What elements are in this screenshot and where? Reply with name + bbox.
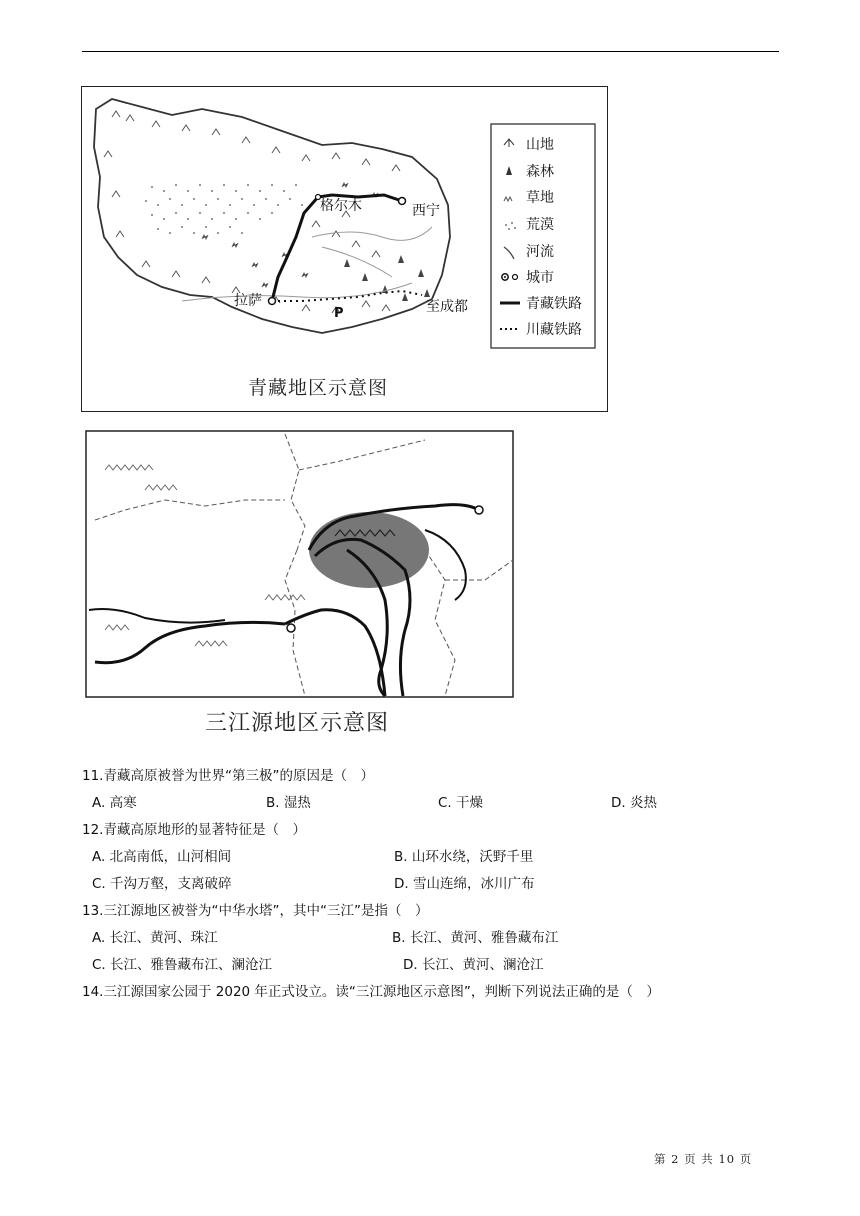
legend-label: 山地 xyxy=(526,137,554,153)
option-d: D. 长江、黄河、澜沧江 xyxy=(403,957,544,973)
map-frame xyxy=(86,431,513,697)
river-mouth-marker xyxy=(475,506,483,514)
option-c: C. 长江、雅鲁藏布江、澜沧江 xyxy=(92,957,273,973)
option-d: D. 雪山连绵，冰川广布 xyxy=(394,876,535,892)
question-13: 13.三江源地区被誉为“中华水塔”，其中“三江”是指（ ） xyxy=(82,903,429,919)
chuanzang-railway xyxy=(278,291,422,301)
question-12: 12.青藏高原地形的显著特征是（ ） xyxy=(82,822,306,838)
golmud-label: 格尔木 xyxy=(320,198,362,214)
point-p-label: P xyxy=(334,306,344,321)
option-b: B. 长江、黄河、雅鲁藏布江 xyxy=(392,930,559,946)
desert-area xyxy=(145,184,303,234)
legend-label: 森林 xyxy=(526,164,554,180)
lhasa-city-icon xyxy=(269,298,276,305)
xining-city-icon xyxy=(399,198,406,205)
legend-label: 河流 xyxy=(526,244,554,260)
option-a: A. 长江、黄河、珠江 xyxy=(92,930,218,946)
figure1-caption: 青藏地区示意图 xyxy=(248,377,389,399)
sanjiangyuan-map xyxy=(85,430,515,700)
legend-label: 川藏铁路 xyxy=(526,322,582,338)
option-b: B. 山环水绕，沃野千里 xyxy=(394,849,534,865)
xining-label: 西宁 xyxy=(412,203,440,219)
legend-label: 青藏铁路 xyxy=(526,296,582,312)
qingzang-map-figure xyxy=(81,86,608,412)
qingzang-map xyxy=(82,87,607,411)
legend-box xyxy=(491,124,595,348)
chengdu-label: 至成都 xyxy=(426,299,468,315)
province-borders xyxy=(95,434,513,696)
option-a: A. 北高南低，山河相间 xyxy=(92,849,232,865)
question-11: 11.青藏高原被誉为世界“第三极”的原因是（ ） xyxy=(82,768,374,784)
legend-label: 草地 xyxy=(526,190,554,206)
option-b: B. 湿热 xyxy=(266,795,311,811)
sanjiangyuan-map-figure xyxy=(85,430,515,742)
mountain-ranges xyxy=(105,465,305,646)
option-c: C. 干燥 xyxy=(438,795,484,811)
legend-label: 荒漠 xyxy=(526,217,554,233)
figure2-caption: 三江源地区示意图 xyxy=(205,711,390,736)
legend-label: 城市 xyxy=(526,270,554,286)
header-rule xyxy=(82,51,779,52)
question-14: 14.三江源国家公园于 2020 年正式设立。读“三江源地区示意图”，判断下列说法正确的是（ ） xyxy=(82,984,660,1000)
rivers xyxy=(182,227,432,301)
page-footer: 第 2 页 共 10 页 xyxy=(654,1152,753,1166)
river-mouth-marker xyxy=(287,624,295,632)
lhasa-label: 拉萨 xyxy=(234,293,262,309)
option-d: D. 炎热 xyxy=(611,795,657,811)
option-c: C. 千沟万壑，支离破碎 xyxy=(92,876,232,892)
option-a: A. 高寒 xyxy=(92,795,137,811)
sanjiangyuan-region xyxy=(309,512,429,588)
